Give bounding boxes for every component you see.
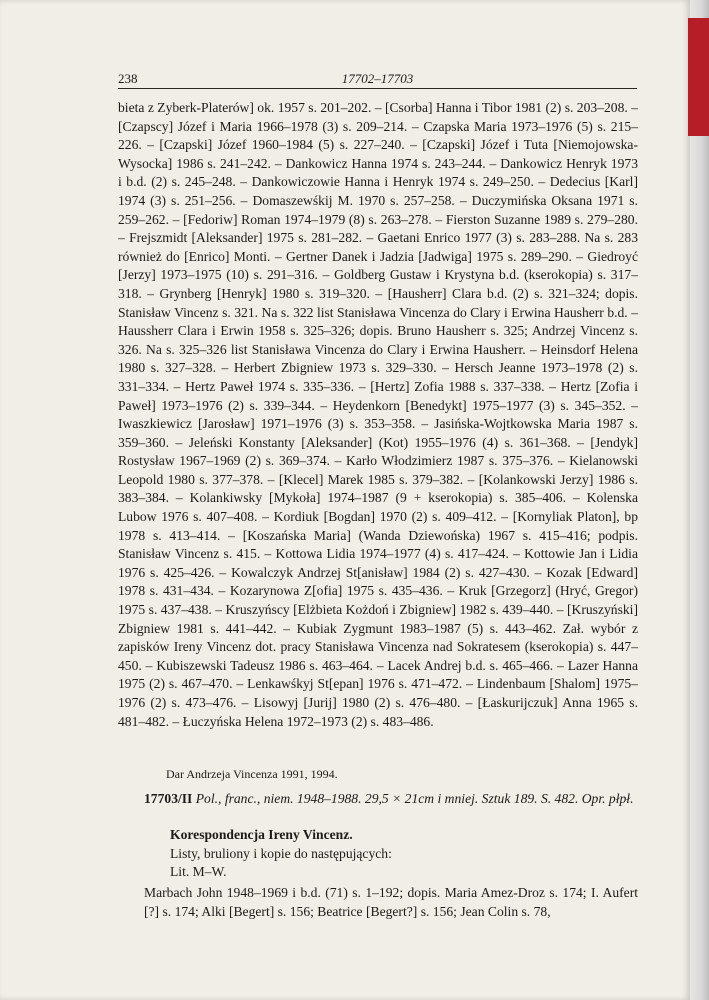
body-paragraph: bieta z Zyberk-Platerów] ok. 1957 s. 201–202. – [Csorba] Hanna i Tibor 1981 (2) s. 203–208. – [Czapscy] Józef i Maria 1966–1978 (3) s. 209–214. – Czapska Maria 1973–1976 (5) s. 215–226. – [Czapski] Józef 1960–1984 (5) s. 227–240. – [Czapski] Józef i Tuta [Niemojowska-Wysocka] 1986 s. 241–242. – Dankowicz Hanna 1974 s. 243–244. – Dankowicz Henryk 1973 i b.d. (2) s. 245–248. – Dankowiczowie Hanna i Henryk 1974 s. 249–250. – Dedecius [Karl] 1974 (3) s. 251–256. – Domaszewśkij M. 1970 s. 257–258. – Duczymińska Oksana 1971 s. 259–262. – [Fedoriw] Roman 1974–1979 (8) s. 263–278. – Fierston Suzanne 1989 s. 279–280. – Frejszmidt [Aleksander] 1975 s. 281–282. – Gaetani Enrico 1977 (3) s. 283–288. Na s. 283 również do [Enrico] Monti. – Gertner Danek i Jadzia [Jadwiga] 1975 s. 289–290. – Giedroyć [Jerzy] 1973–1975 (10) s. 291–316. – Goldberg Gustaw i Krystyna b.d. (kserokopia) s. 317–318. – Grynberg [Henryk] 1980 s. 319–320. – [Hausherr] Clara b.d. (2) s. 321–324; dopis. Stanisław Vincenz s. 321. Na s. 322 list Stanisława Vincenza do Clary i Erwina Hausherr b.d. – Haussherr Clara i Erwin 1958 s. 325–326; dopis. Bruno Hausherr s. 325; Andrzej Vincenz s. 326. Na s. 325–326 list Stanisława Vincenza do Clary i Erwina Hausherr. – Heinsdorf Helena 1980 s. 327–328. – Herbert Zbigniew 1973 s. 329–330. – Hersch Jeanne 1973–1978 (2) s. 331–334. – Hertz Paweł 1974 s. 335–336. – [Hertz] Zofia 1988 s. 337–338. – Hertz [Zofia i Paweł] 1973–1976 (2) s. 339–344. – Heydenkorn [Benedykt] 1975–1977 (3) s. 345–352. – Iwaszkiewicz [Jarosław] 1971–1976 (3) s. 353–358. – Jasińska-Wojtkowska Maria 1987 s. 359–360. – Jeleński Konstanty [Aleksander] (Kot) 1955–1976 (4) s. 361–368. – [Jendyk] Rostysław 1967–1969 (2) s. 369–374. – Karło Włodzimierz 1987 s. 375–376. – Kielanowski Leopold 1980 s. 377–378. – [Klecel] Marek 1985 s. 379–382. – [Kolankowski Jerzy] 1986 s. 383–384. – Kolankiwsky [Mykoła] 1974–1987 (9 + kserokopia) s. 385–406. – Kolenska Lubow 1976 s. 407–408. – Kordiuk [Bogdan] 1970 (2) s. 409–412. – [Kornyliak Platon], bp 1978 s. 413–414. – [Koszańska Maria] (Wanda Dziewońska) 1967 s. 415–416; podpis. Stanisław Vincenz s. 415. – Kottowa Lidia 1974–1977 (4) s. 417–424. – Kottowie Jan i Lidia 1976 s. 425–426. – Kowalczyk Andrzej St[anisław] 1984 (2) s. 427–430. – Kozak [Edward] 1978 s. 431–434. – Kozarynowa Z[ofia] 1975 s. 435–436. – Kruk [Grzegorz] (Hryć, Gregor) 1975 s. 437–438. – Kruszyńscy [Elżbieta Kożdoń i Zbigniew] 1982 s. 439–440. – [Kruszyński] Zbigniew 1981 s. 441–442. – Kubiak Zygmunt 1983–1987 (5) s. 443–462. Zał. wybór z zapisków Ireny Vincenz dot. pracy Stanisława Vincenza nad Sokratesem (kserokopia) s. 447–450. – Kubiszewski Tadeusz 1986 s. 463–464. – Lacek Andrej b.d. s. 465–466. – Lazer Hanna 1975 (2) s. 467–470. – Lenkawśkyj St[epan] 1976 s. 471–472. – Lindenbaum [Shalom] 1975–1976 (2) s. 473–476. – Lisowyj [Jurij] 1980 (2) s. 476–480. – [Łaskurijczuk] Anna 1965 s. 481–482. – Łuczyńska Helena 1972–1973 (2) s. 483–486. [118,100,638,729]
entry-code: 17703/II [144,791,193,806]
entry-line-2: Lit. M–W. [170,864,227,880]
entry-description: Pol., franc., niem. 1948–1988. 29,5 × 21cm i mniej. Sztuk 189. S. 482. Opr. płpł. [195,791,634,806]
page-number: 238 [118,71,138,86]
entry-title: Korespondencja Ireny Vincenz. [170,827,353,842]
entry-heading [144,790,638,809]
entry-text: Marbach John 1948–1969 i b.d. (71) s. 1–192; dopis. Maria Amez-Droz s. 174; I. Aufert [?] s. 174; Alki [Begert] s. 156; Beatrice [Begert?] s. 156; Jean Colin s. 78, [144,885,638,919]
page-edge [690,0,709,1000]
catalog-range: 17702–17703 [341,71,414,86]
red-bookmark-tab [688,18,709,136]
running-header [118,70,637,89]
entry-line-1: Listy, bruliony i kopie do następujących: [170,845,392,861]
entry-subheadings [170,826,640,882]
donor-note: Dar Andrzeja Vincenza 1991, 1994. [166,767,338,781]
